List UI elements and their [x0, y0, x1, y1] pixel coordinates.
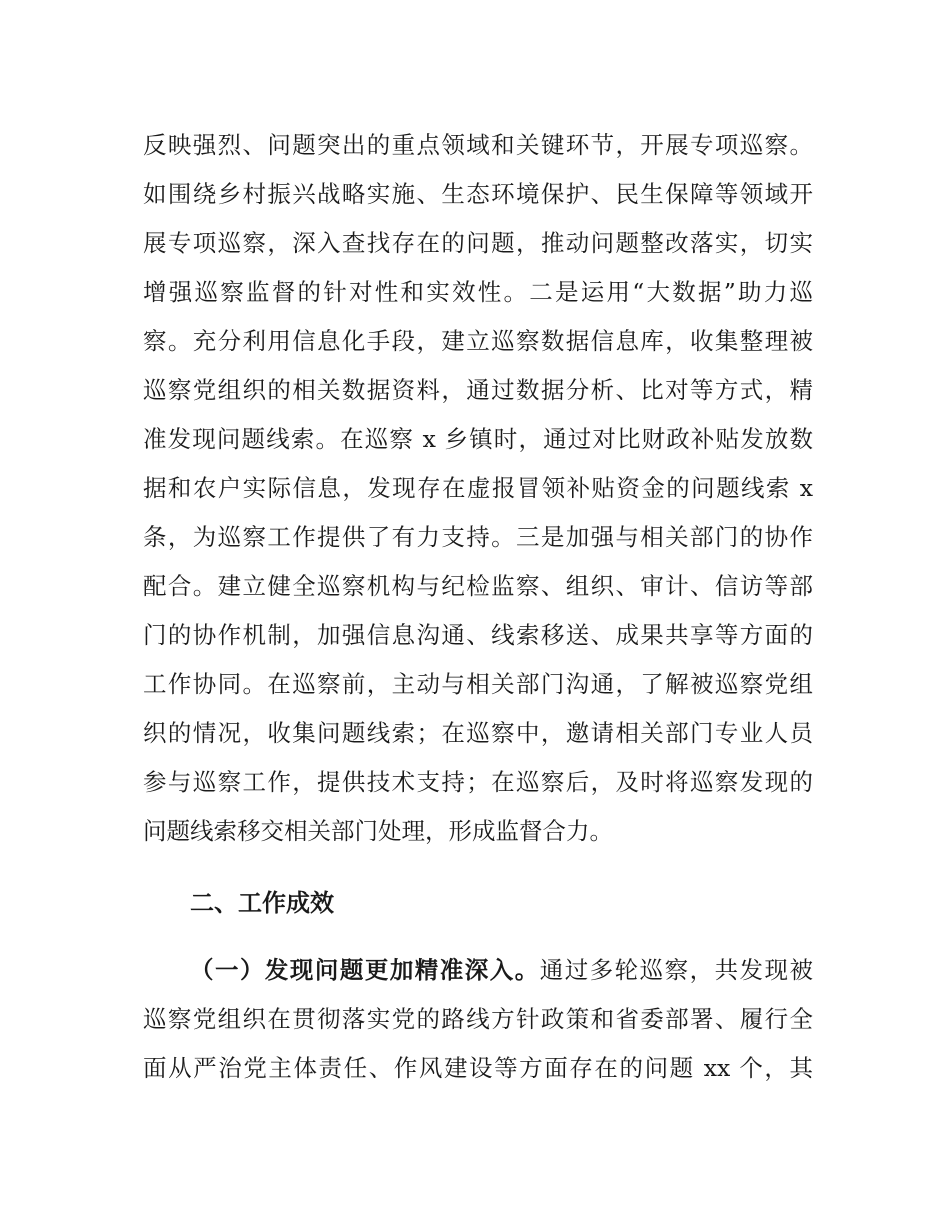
body-text-span: 通过多轮巡察，共发现被	[539, 956, 814, 984]
body-text-line: 察。充分利用信息化手段，建立巡察数据信息库，收集整理被	[143, 327, 813, 355]
body-text-line: 条，为巡察工作提供了有力支持。三是加强与相关部门的协作	[143, 523, 813, 551]
subsection-title: （一）发现问题更加精准深入。	[190, 956, 540, 984]
body-text-line: 如围绕乡村振兴战略实施、生态环境保护、民生保障等领域开	[143, 180, 813, 208]
subsection-first-line	[190, 945, 813, 995]
body-text-line: 参与巡察工作，提供技术支持；在巡察后，及时将巡察发现的	[143, 768, 813, 796]
body-text-line: 增强巡察监督的针对性和实效性。二是运用“大数据”助力巡	[143, 278, 813, 306]
body-text-line: 展专项巡察，深入查找存在的问题，推动问题整改落实，切实	[143, 229, 813, 257]
body-text-line: 巡察党组织的相关数据资料，通过数据分析、比对等方式，精	[143, 376, 813, 404]
body-text-line: 面从严治党主体责任、作风建设等方面存在的问题 xx 个，其	[143, 1054, 813, 1082]
body-text-line: 织的情况，收集问题线索；在巡察中，邀请相关部门专业人员	[143, 719, 813, 747]
body-text-line: 门的协作机制，加强信息沟通、线索移送、成果共享等方面的	[143, 621, 813, 649]
body-text-line: 准发现问题线索。在巡察 x 乡镇时，通过对比财政补贴发放数	[143, 425, 813, 453]
body-text-line: 据和农户实际信息，发现存在虚报冒领补贴资金的问题线索 x	[143, 474, 813, 502]
body-text-line: 配合。建立健全巡察机构与纪检监察、组织、审计、信访等部	[143, 572, 813, 600]
section-heading: 二、工作成效	[190, 889, 334, 917]
body-text-line: 巡察党组织在贯彻落实党的路线方针政策和省委部署、履行全	[143, 1005, 813, 1033]
body-text-line: 问题线索移交相关部门处理，形成监督合力。	[143, 817, 613, 845]
body-text-line: 反映强烈、问题突出的重点领域和关键环节，开展专项巡察。	[143, 131, 813, 159]
body-text-line: 工作协同。在巡察前，主动与相关部门沟通，了解被巡察党组	[143, 670, 813, 698]
